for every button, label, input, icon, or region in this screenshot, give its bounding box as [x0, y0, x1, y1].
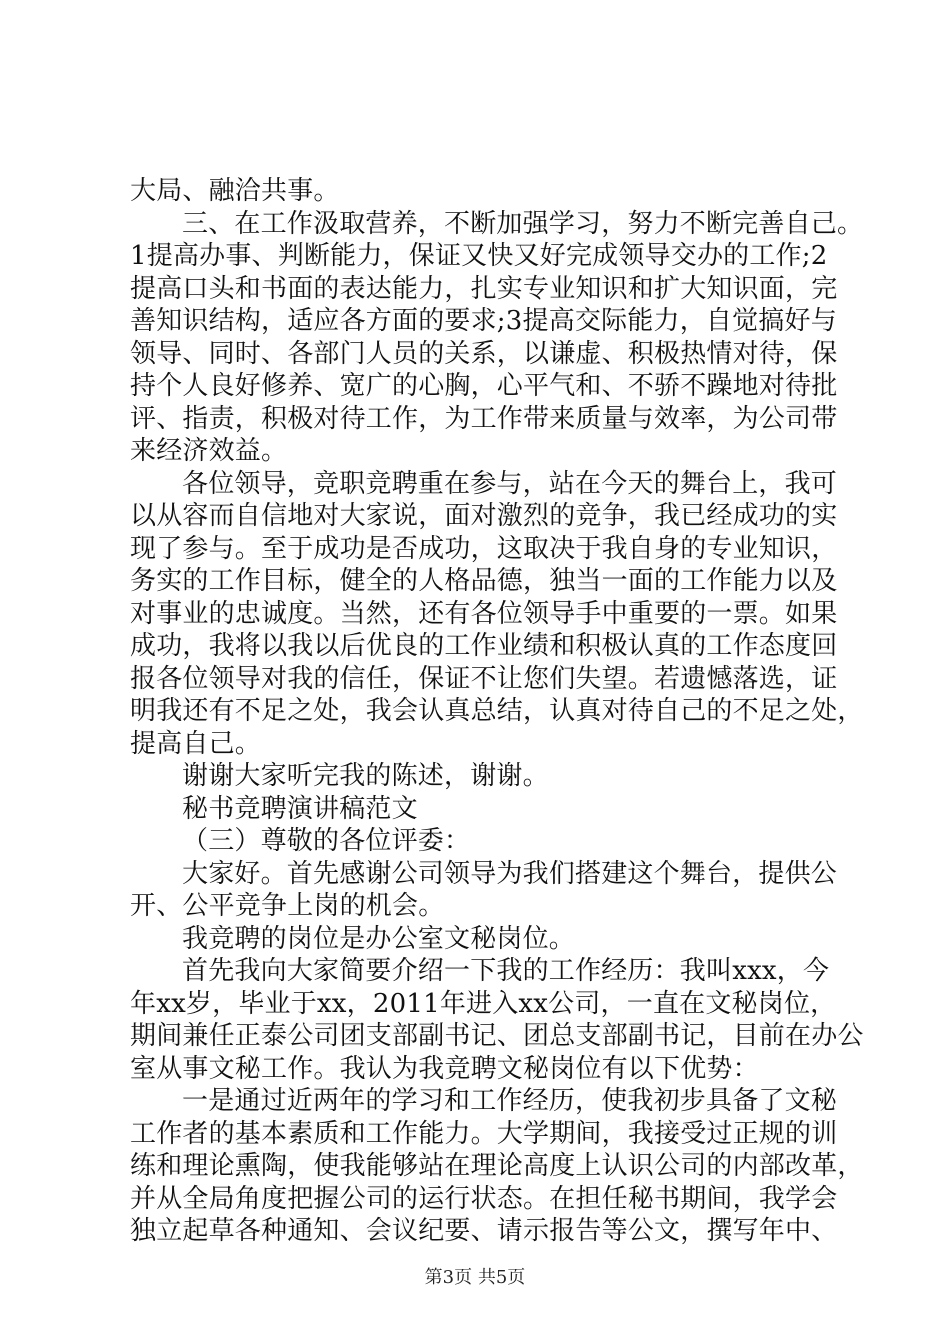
text-line: 年xx岁，毕业于xx，2011年进入xx公司，一直在文秘岗位， [130, 989, 837, 1019]
text-line: 并从全局角度把握公司的运行状态。在担任秘书期间，我学会 [130, 1184, 838, 1214]
text-line: 期间兼任正泰公司团支部副书记、团总支部副书记，目前在办公 [130, 1021, 864, 1051]
text-line: 三、在工作汲取营养，不断加强学习，努力不断完善自己。 [182, 209, 864, 239]
text-line: 对事业的忠诚度。当然，还有各位领导手中重要的一票。如果 [130, 599, 838, 629]
text-line: 练和理论熏陶，使我能够站在理论高度上认识公司的内部改革， [130, 1151, 864, 1181]
text-line: 提高口头和书面的表达能力，扎实专业知识和扩大知识面，完 [130, 274, 838, 304]
text-line: 首先我向大家简要介绍一下我的工作经历：我叫xxx，今 [182, 956, 830, 986]
text-line: 独立起草各种通知、会议纪要、请示报告等公文，撰写年中、 [130, 1216, 838, 1246]
text-line: 各位领导，竞职竞聘重在参与，站在今天的舞台上，我可 [182, 469, 838, 499]
text-line: 评、指责，积极对待工作，为工作带来质量与效率，为公司带 [130, 404, 838, 434]
text-line: 务实的工作目标，健全的人格品德，独当一面的工作能力以及 [130, 566, 838, 596]
text-line: 开、公平竞争上岗的机会。 [130, 891, 445, 921]
text-line: （三）尊敬的各位评委： [182, 826, 471, 856]
text-line: 明我还有不足之处，我会认真总结，认真对待自己的不足之处， [130, 696, 864, 726]
text-line: 报各位领导对我的信任，保证不让您们失望。若遗憾落选，证 [130, 664, 838, 694]
text-line: 领导、同时、各部门人员的关系，以谦虚、积极热情对待，保 [130, 339, 838, 369]
text-line: 来经济效益。 [130, 436, 288, 466]
section-title: 秘书竞聘演讲稿范文 [182, 794, 418, 824]
text-line: 大局、融洽共事。 [130, 176, 340, 206]
text-line: 1提高办事、判断能力，保证又快又好完成领导交办的工作;2 [130, 241, 828, 271]
text-line: 成功，我将以我以后优良的工作业绩和积极认真的工作态度回 [130, 631, 838, 661]
page-footer: 第3页 共5页 [424, 1267, 526, 1288]
text-line: 善知识结构，适应各方面的要求;3提高交际能力，自觉搞好与 [130, 306, 837, 336]
text-line: 以从容而自信地对大家说，面对激烈的竞争，我已经成功的实 [130, 501, 838, 531]
text-line: 我竞聘的岗位是办公室文秘岗位。 [182, 924, 576, 954]
text-line: 谢谢大家听完我的陈述，谢谢。 [182, 761, 549, 791]
text-line: 现了参与。至于成功是否成功，这取决于我自身的专业知识， [130, 534, 838, 564]
text-line: 工作者的基本素质和工作能力。大学期间，我接受过正规的训 [130, 1119, 838, 1149]
text-line: 持个人良好修养、宽广的心胸，心平气和、不骄不躁地对待批 [130, 371, 838, 401]
text-line: 一是通过近两年的学习和工作经历，使我初步具备了文秘 [182, 1086, 838, 1116]
text-line: 室从事文秘工作。我认为我竞聘文秘岗位有以下优势： [130, 1054, 759, 1084]
text-line: 提高自己。 [130, 729, 262, 759]
text-line: 大家好。首先感谢公司领导为我们搭建这个舞台，提供公 [182, 859, 838, 889]
